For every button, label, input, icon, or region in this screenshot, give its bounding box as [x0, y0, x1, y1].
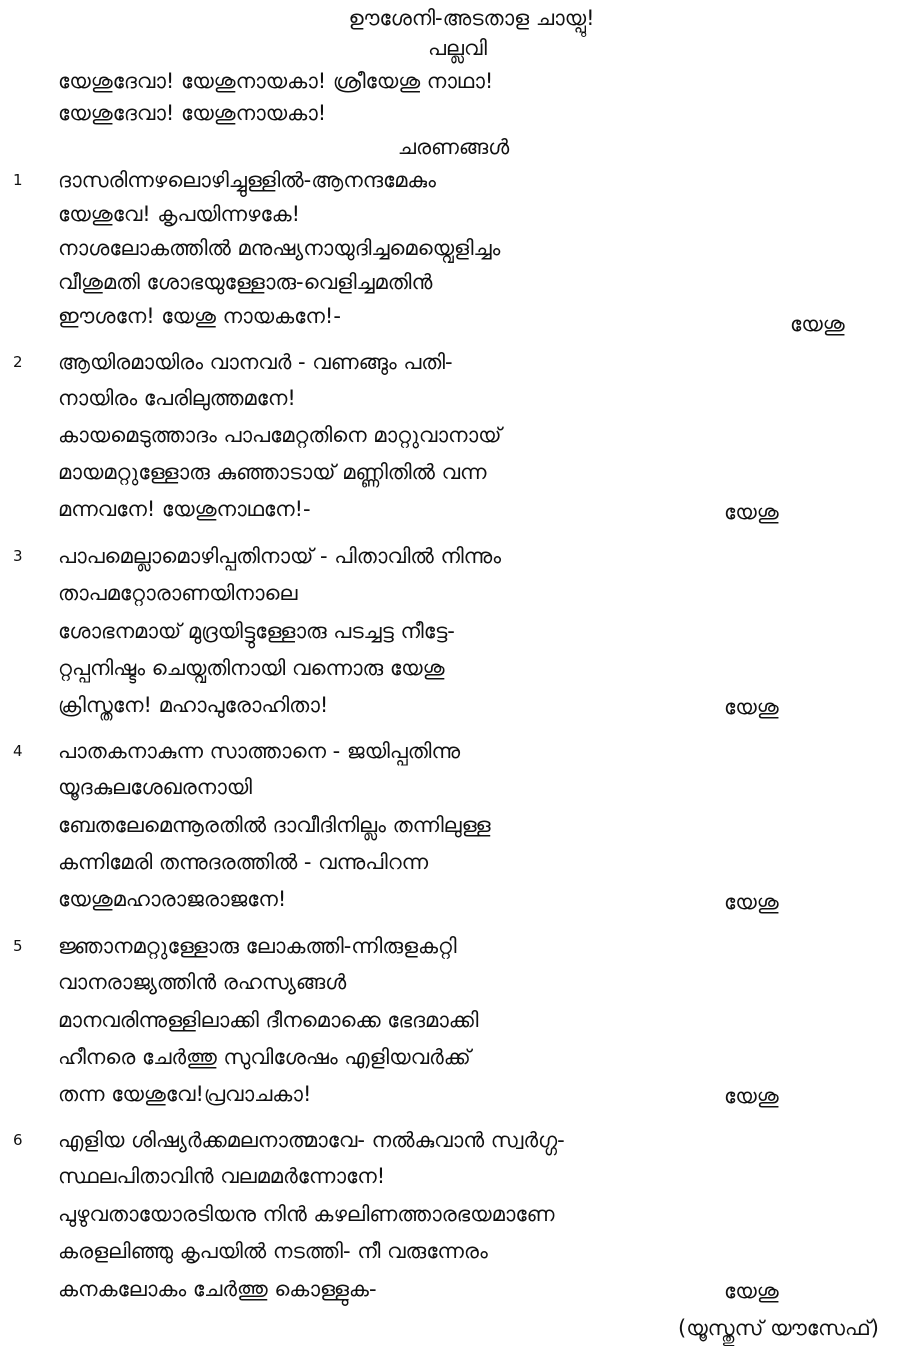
stanza-line: തന്ന യേശുവേ!പ്രവാചകാ!	[58, 1082, 312, 1106]
stanza-line: ക്രിസ്തനേ! മഹാപുരോഹിതാ!	[58, 693, 329, 717]
stanza-line: മായമറ്റുള്ളോരു കുഞ്ഞാടായ് മണ്ണിതിൽ വന്ന	[58, 460, 487, 484]
stanza-line: സ്ഥലപിതാവിൻ വലമമർന്നോനേ!	[58, 1164, 386, 1188]
stanza-line: കനകലോകം ചേർത്തു കൊള്ളുക-	[58, 1277, 377, 1301]
stanza-line: പുഴുവതായോരടിയനു നിൻ കഴലിണത്താരഭയമാണേ	[58, 1202, 555, 1226]
stanza-line: റ്റപ്പനിഷ്ടം ചെയ്വതിനായി വന്നൊരു യേശു	[58, 656, 445, 680]
charanangal-heading: ചരണങ്ങൾ	[397, 135, 510, 159]
author-credit: (യൂസ്തുസ് യൗസേഫ്)	[678, 1316, 879, 1340]
stanza-line: വാനരാജ്യത്തിൻ രഹസ്യങ്ങൾ	[58, 970, 347, 994]
refrain-label: യേശു	[724, 500, 779, 524]
pallavi-heading: പല്ലവി	[428, 36, 487, 60]
stanza-line: കായമെടുത്താദം പാപമേറ്റതിനെ മാറ്റുവാനായ്	[58, 423, 502, 447]
refrain-label: യേശു	[724, 890, 779, 914]
stanza-line: നായിരം പേരിലുത്തമനേ!	[58, 386, 296, 410]
refrain-label: യേശു	[790, 312, 845, 336]
stanza-line: താപമറ്റോരാണയിനാലെ	[58, 581, 298, 605]
stanza-line: യേശുവേ! കൃപയിന്നഴകേ!	[58, 202, 301, 226]
stanza-line: കന്നിമേരി തന്നുദരത്തിൽ - വന്നുപിറന്ന	[58, 850, 429, 874]
stanza-line: മന്നവനേ! യേശുനാഥനേ!-	[58, 497, 311, 521]
stanza-line: നാശലോകത്തിൽ മനുഷ്യനായുദിച്ചമെയ്വെളിച്ചം	[58, 236, 501, 260]
stanza-number: 6	[13, 1131, 23, 1149]
stanza-line: പാപമെല്ലാമൊഴിപ്പതിനായ് - പിതാവിൽ നിന്നും	[58, 544, 502, 568]
stanza-number: 1	[13, 171, 23, 189]
refrain-label: യേശു	[724, 1084, 779, 1108]
stanza-line: ദാസരിന്നഴലൊഴിച്ചുള്ളിൽ-ആനന്ദമേകും	[58, 168, 436, 192]
stanza-line: യൂദകുലശേഖരനായി	[58, 775, 252, 799]
stanza-line: വീശുമതി ശോഭയുള്ളോരു-വെളിച്ചമതിൻ	[58, 270, 433, 294]
stanza-number: 3	[13, 547, 23, 565]
stanza-line: ബേതലേമെന്നൂരതിൽ ദാവീദിനില്ലം തന്നിലുള്ള	[58, 813, 491, 837]
stanza-number: 4	[13, 742, 23, 760]
stanza-line: ഈശനേ! യേശു നായകനേ!-	[58, 304, 341, 328]
stanza-line: യേശുമഹാരാജരാജനേ!	[58, 887, 287, 911]
stanza-line: ആയിരമായിരം വാനവർ - വണങ്ങും പതി-	[58, 350, 453, 374]
stanza-line: എളിയ ശിഷ്യർക്കമലനാത്മാവേ- നൽകുവാൻ സ്വർഗ്ഗ-	[58, 1128, 565, 1152]
pallavi-line: യേശുദേവാ! യേശുനായകാ! ശ്രീയേശു നാഥാ!	[58, 69, 494, 93]
stanza-number: 2	[13, 353, 23, 371]
pallavi-line: യേശുദേവാ! യേശുനായകാ!	[58, 101, 327, 125]
refrain-label: യേശു	[724, 1279, 779, 1303]
stanza-line: ജ്ഞാനമറ്റുള്ളോരു ലോകത്തി-ന്നിരുളകറ്റി	[58, 934, 457, 958]
stanza-number: 5	[13, 937, 23, 955]
stanza-line: പാതകനാകുന്ന സാത്താനെ - ജയിപ്പതിന്നു	[58, 739, 461, 763]
refrain-label: യേശു	[724, 695, 779, 719]
raga-heading: ഊശേനി-അടതാള ചായ്പു!	[348, 6, 595, 30]
stanza-line: മാനവരിന്നുള്ളിലാക്കി ദീനമൊക്കെ ഭേദമാക്കി	[58, 1008, 479, 1032]
stanza-line: കരളലിഞ്ഞു കൃപയിൽ നടത്തി- നീ വരുന്നേരം	[58, 1239, 488, 1263]
stanza-line: ശോഭനമായ് മുദ്രയിട്ടുള്ളോരു പടച്ചട്ട നീട്ടേ-	[58, 619, 455, 643]
stanza-line: ഹീനരെ ചേർത്തു സുവിശേഷം എളിയവർക്ക്	[58, 1045, 471, 1069]
